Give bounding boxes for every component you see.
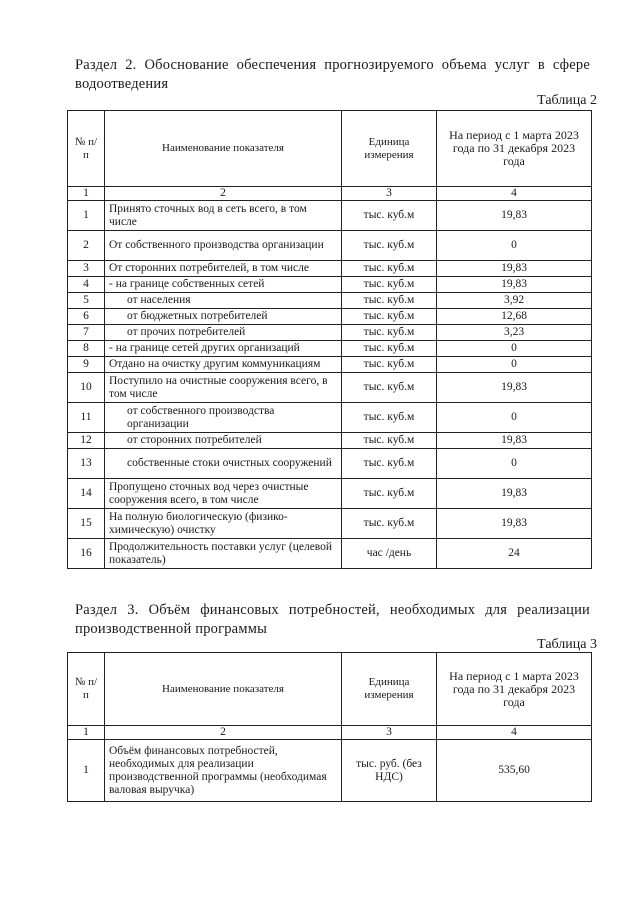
row-num: 2 [68, 231, 105, 261]
row-num: 15 [68, 509, 105, 539]
row-name: От сторонних потребителей, в том числе [105, 261, 342, 277]
row-unit: тыс. куб.м [342, 479, 437, 509]
row-name: от собственного производства организации [105, 403, 342, 433]
table3-colnum: 4 [437, 726, 592, 740]
row-value: 12,68 [437, 309, 592, 325]
row-num: 3 [68, 261, 105, 277]
table3-header-num: № п/п [68, 653, 105, 726]
table-row [68, 325, 592, 341]
table3-header-row [68, 653, 592, 726]
row-name: от сторонних потребителей [105, 433, 342, 449]
table-row [68, 261, 592, 277]
row-num: 16 [68, 539, 105, 569]
table-row [68, 373, 592, 403]
row-unit: тыс. куб.м [342, 309, 437, 325]
row-unit: тыс. куб.м [342, 231, 437, 261]
row-value: 535,60 [437, 740, 592, 802]
row-name: Пропущено сточных вод через очистные сооружения всего, в том числе [105, 479, 342, 509]
row-name: От собственного производства организации [105, 231, 342, 261]
row-unit: тыс. куб.м [342, 357, 437, 373]
row-value: 19,83 [437, 479, 592, 509]
row-num: 5 [68, 293, 105, 309]
table-row [68, 231, 592, 261]
row-name: Отдано на очистку другим коммуникациям [105, 357, 342, 373]
row-unit: тыс. куб.м [342, 277, 437, 293]
row-value: 0 [437, 449, 592, 479]
row-num: 6 [68, 309, 105, 325]
table2-colnum: 3 [342, 187, 437, 201]
row-value: 19,83 [437, 509, 592, 539]
row-value: 0 [437, 357, 592, 373]
row-num: 10 [68, 373, 105, 403]
row-name: от бюджетных потребителей [105, 309, 342, 325]
row-unit: тыс. куб.м [342, 201, 437, 231]
table-row [68, 277, 592, 293]
row-value: 0 [437, 341, 592, 357]
row-name: Поступило на очистные сооружения всего, в том числе [105, 373, 342, 403]
table-row [68, 341, 592, 357]
row-name: от прочих потребителей [105, 325, 342, 341]
row-value: 3,23 [437, 325, 592, 341]
row-unit: тыс. куб.м [342, 325, 437, 341]
row-num: 9 [68, 357, 105, 373]
row-value: 0 [437, 231, 592, 261]
row-num: 1 [68, 201, 105, 231]
row-name: от населения [105, 293, 342, 309]
table-row [68, 357, 592, 373]
row-num: 12 [68, 433, 105, 449]
table3-colnum-row [68, 726, 592, 740]
table3-header-unit: Единица измерения [342, 653, 437, 726]
table-row [68, 433, 592, 449]
row-num: 1 [68, 740, 105, 802]
row-num: 4 [68, 277, 105, 293]
table2-colnum: 2 [105, 187, 342, 201]
row-num: 7 [68, 325, 105, 341]
table-row [68, 539, 592, 569]
row-name: - на границе сетей других организаций [105, 341, 342, 357]
table-row [68, 479, 592, 509]
table3-header-period: На период с 1 марта 2023 года по 31 декабря 2023 года [437, 653, 592, 726]
row-unit: тыс. куб.м [342, 261, 437, 277]
row-unit: тыс. куб.м [342, 373, 437, 403]
row-num: 14 [68, 479, 105, 509]
row-name: Объём финансовых потребностей, необходимых для реализации производственной программы (необходимая валовая выручка) [105, 740, 342, 802]
table3-header-name: Наименование показателя [105, 653, 342, 726]
row-unit: тыс. куб.м [342, 509, 437, 539]
table2-header-unit: Единица измерения [342, 111, 437, 187]
row-unit: тыс. куб.м [342, 293, 437, 309]
row-name: Продолжительность поставки услуг (целевой показатель) [105, 539, 342, 569]
table-row [68, 403, 592, 433]
section3-title: Раздел 3. Объём финансовых потребностей, необходимых для реализации производственной программы [75, 602, 590, 637]
row-unit: тыс. куб.м [342, 433, 437, 449]
row-value: 0 [437, 403, 592, 433]
table3-colnum: 1 [68, 726, 105, 740]
row-value: 19,83 [437, 373, 592, 403]
table3 [67, 652, 592, 802]
row-value: 3,92 [437, 293, 592, 309]
table3-label: Таблица 3 [537, 637, 597, 652]
row-value: 19,83 [437, 201, 592, 231]
row-name: - на границе собственных сетей [105, 277, 342, 293]
row-unit: тыс. куб.м [342, 341, 437, 357]
row-value: 24 [437, 539, 592, 569]
table-row [68, 293, 592, 309]
table-row [68, 201, 592, 231]
row-unit: тыс. куб.м [342, 449, 437, 479]
table2-colnum: 4 [437, 187, 592, 201]
row-num: 13 [68, 449, 105, 479]
table-row [68, 309, 592, 325]
row-num: 11 [68, 403, 105, 433]
table3-colnum: 3 [342, 726, 437, 740]
row-value: 19,83 [437, 433, 592, 449]
table2-header-name: Наименование показателя [105, 111, 342, 187]
row-name: Принято сточных вод в сеть всего, в том числе [105, 201, 342, 231]
table2 [67, 110, 592, 569]
row-num: 8 [68, 341, 105, 357]
section2-title: Раздел 2. Обоснование обеспечения прогнозируемого объема услуг в сфере водоотведения [75, 57, 590, 92]
table2-header-row [68, 111, 592, 187]
row-name: На полную биологическую (физико-химическую) очистку [105, 509, 342, 539]
row-name: собственные стоки очистных сооружений [105, 449, 342, 479]
table2-header-num: № п/п [68, 111, 105, 187]
table-row [68, 740, 592, 802]
row-value: 19,83 [437, 261, 592, 277]
row-unit: тыс. куб.м [342, 403, 437, 433]
row-value: 19,83 [437, 277, 592, 293]
table2-colnum: 1 [68, 187, 105, 201]
table-row [68, 449, 592, 479]
row-unit: час /день [342, 539, 437, 569]
table2-header-period: На период с 1 марта 2023 года по 31 декабря 2023 года [437, 111, 592, 187]
table2-label: Таблица 2 [537, 93, 597, 108]
table3-colnum: 2 [105, 726, 342, 740]
table2-colnum-row [68, 187, 592, 201]
table-row [68, 509, 592, 539]
row-unit: тыс. руб. (без НДС) [342, 740, 437, 802]
